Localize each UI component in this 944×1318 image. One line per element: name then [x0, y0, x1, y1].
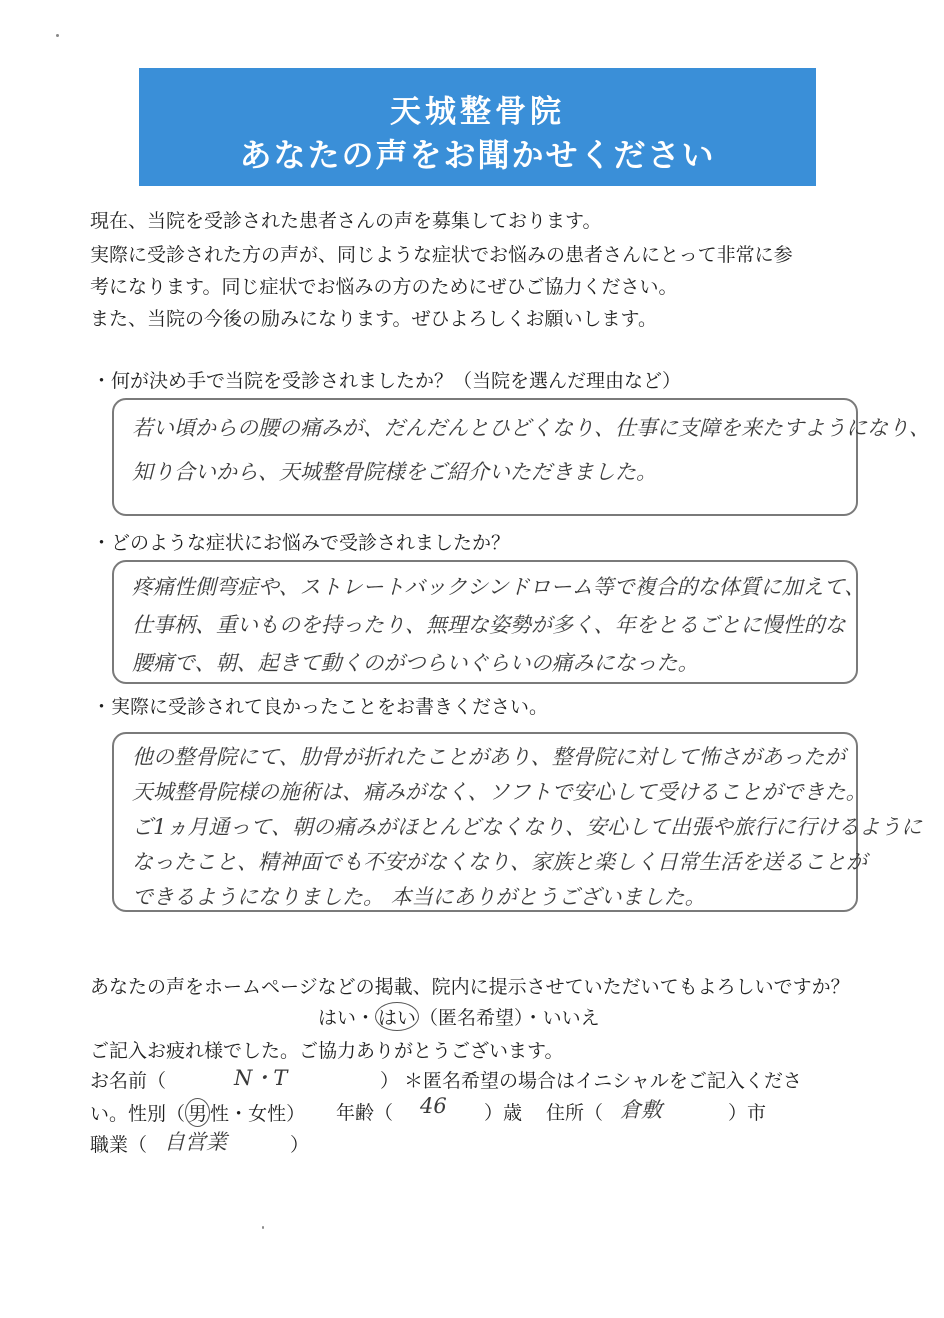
- thanks-message: ご記入お疲れ様でした。ご協力ありがとうございます。: [90, 1040, 564, 1062]
- gender-option-male-circled[interactable]: 男: [185, 1098, 210, 1127]
- answer-line: 他の整骨院にて、肋骨が折れたことがあり、整骨院に対して怖さがあったが: [132, 745, 846, 769]
- occupation-field[interactable]: [164, 1126, 227, 1156]
- consent-option-yes[interactable]: はい: [318, 1007, 357, 1029]
- consent-options: [318, 1002, 600, 1031]
- note-wrap-text: い。: [90, 1103, 129, 1125]
- gender-label: 性別（: [128, 1103, 186, 1125]
- answer-line: 疼痛性側弯症や、ストレートバックシンドローム等で複合的な体質に加えて、: [132, 575, 866, 599]
- consent-option-anonymous-circled[interactable]: はい: [375, 1002, 419, 1031]
- answer-box-good-points[interactable]: [112, 732, 922, 912]
- address-field[interactable]: [620, 1094, 662, 1124]
- anonymous-note: ＊匿名希望の場合はイニシャルをご記入くださ: [404, 1070, 802, 1092]
- question-good-points: ・実際に受診されて良かったことをお書きください。: [92, 696, 549, 718]
- answer-line: 天城整骨院様の施術は、痛みがなく、ソフトで安心して受けることができた。: [132, 780, 867, 804]
- address-value: 倉敷: [620, 1098, 662, 1122]
- occupation-close: ）: [290, 1134, 310, 1156]
- clinic-name: 天城整骨院: [390, 94, 565, 130]
- answer-box-reason[interactable]: [112, 398, 930, 516]
- name-value: N・T: [234, 1066, 288, 1090]
- intro-line: 現在、当院を受診された患者さんの声を募集しております。: [90, 210, 602, 232]
- age-value: 46: [420, 1094, 447, 1118]
- consent-separator: ・: [523, 1007, 543, 1029]
- age-field[interactable]: [420, 1094, 447, 1118]
- gender-option-male-rest: 性: [210, 1103, 230, 1125]
- occupation-value: 自営業: [164, 1130, 227, 1154]
- answer-line: 知り合いから、天城整骨院様をご紹介いただきました。: [132, 460, 657, 484]
- scan-speck: [262, 1226, 264, 1229]
- gender-separator: ・: [229, 1103, 249, 1125]
- age-close: ）歳: [484, 1102, 523, 1124]
- answer-line: なったこと、精神面でも不安がなくなり、家族と楽しく日常生活を送ることが: [132, 850, 867, 874]
- gender-option-female[interactable]: 女性: [248, 1103, 287, 1125]
- name-field[interactable]: [234, 1062, 287, 1092]
- question-symptoms: ・どのような症状にお悩みで受診されましたか？: [92, 532, 511, 554]
- consent-option-no[interactable]: いいえ: [542, 1007, 600, 1029]
- consent-option-anonymous-label: （匿名希望）: [419, 1007, 524, 1029]
- scan-speck: [56, 34, 59, 37]
- address-close: ）市: [728, 1102, 767, 1124]
- consent-question: あなたの声をホームページなどの掲載、院内に提示させていただいてもよろしいですか？: [90, 976, 850, 998]
- name-close: ）: [380, 1070, 400, 1092]
- address-label: 住所（: [546, 1102, 604, 1124]
- answer-line: 腰痛で、朝、起きて動くのがつらいぐらいの痛みになった。: [132, 651, 699, 675]
- intro-line: また、当院の今後の励みになります。ぜひよろしくお願いします。: [90, 308, 657, 330]
- gender-row: [90, 1098, 305, 1127]
- answer-line: できるようになりました。 本当にありがとうございました。: [132, 885, 706, 909]
- page-title: あなたの声をお聞かせください: [239, 136, 716, 174]
- intro-line: 考になります。同じ症状でお悩みの方のためにぜひご協力ください。: [90, 276, 678, 298]
- intro-line: 実際に受診された方の声が、同じような症状でお悩みの患者さんにとって非常に参: [90, 244, 793, 266]
- question-reason: ・何が決め手で当院を受診されましたか？（当院を選んだ理由など）: [92, 370, 682, 392]
- age-label: 年齢（: [336, 1102, 394, 1124]
- occupation-label: 職業（: [90, 1134, 148, 1156]
- answer-line: ご1ヵ月通って、朝の痛みがほとんどなくなり、安心して出張や旅行に行けるように: [132, 815, 922, 839]
- answer-line: 若い頃からの腰の痛みが、だんだんとひどくなり、仕事に支障を来たすようになり、: [132, 416, 930, 440]
- name-label: お名前（: [90, 1070, 167, 1092]
- answer-line: 仕事柄、重いものを持ったり、無理な姿勢が多く、年をとるごとに慢性的な: [132, 613, 846, 637]
- header-banner: [139, 68, 816, 186]
- gender-close: ）: [286, 1103, 306, 1125]
- consent-separator: ・: [356, 1007, 376, 1029]
- answer-box-symptoms[interactable]: [112, 560, 866, 684]
